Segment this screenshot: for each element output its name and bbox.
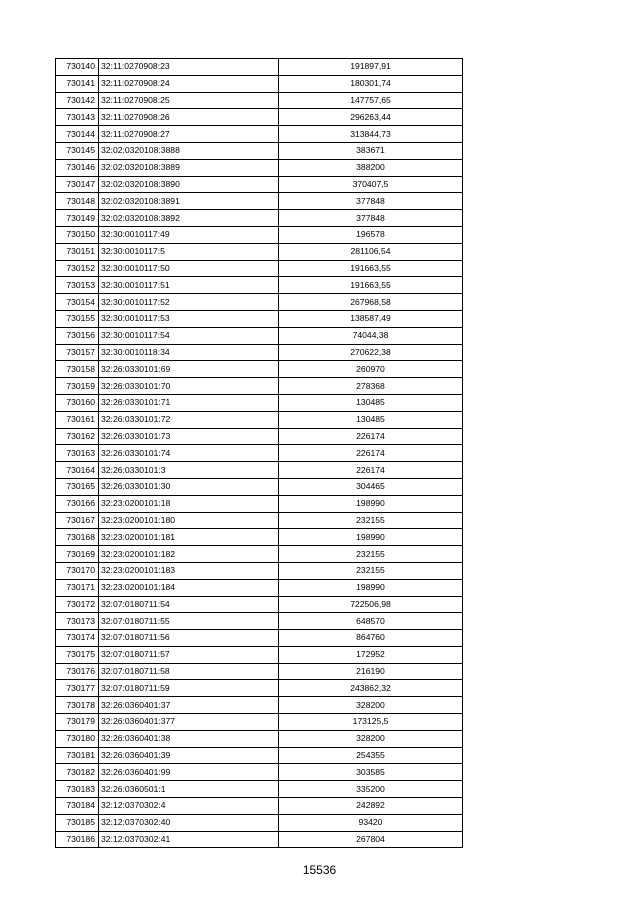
value-cell: 377848 bbox=[279, 210, 463, 227]
row-number-cell: 730175 bbox=[56, 646, 99, 663]
value-cell: 191663,55 bbox=[279, 260, 463, 277]
value-cell: 242892 bbox=[279, 798, 463, 815]
table-row bbox=[56, 613, 463, 630]
value-cell: 74044,38 bbox=[279, 327, 463, 344]
table-row bbox=[56, 310, 463, 327]
value-cell: 173125,5 bbox=[279, 714, 463, 731]
cadastral-number-cell: 32:23:0200101:180 bbox=[99, 512, 279, 529]
table-row bbox=[56, 361, 463, 378]
cadastral-number-cell: 32:23:0200101:184 bbox=[99, 579, 279, 596]
value-cell: 281106,54 bbox=[279, 243, 463, 260]
cadastral-number-cell: 32:26:0360401:38 bbox=[99, 730, 279, 747]
cadastral-number-cell: 32:26:0330101:74 bbox=[99, 445, 279, 462]
cadastral-number-cell: 32:26:0360401:377 bbox=[99, 714, 279, 731]
cadastral-number-cell: 32:12:0370302:40 bbox=[99, 814, 279, 831]
cadastral-number-cell: 32:26:0330101:69 bbox=[99, 361, 279, 378]
row-number-cell: 730172 bbox=[56, 596, 99, 613]
row-number-cell: 730144 bbox=[56, 126, 99, 143]
row-number-cell: 730166 bbox=[56, 495, 99, 512]
table-row bbox=[56, 663, 463, 680]
row-number-cell: 730163 bbox=[56, 445, 99, 462]
value-cell: 377848 bbox=[279, 193, 463, 210]
row-number-cell: 730146 bbox=[56, 159, 99, 176]
table-row bbox=[56, 226, 463, 243]
value-cell: 191663,55 bbox=[279, 277, 463, 294]
table-row bbox=[56, 294, 463, 311]
row-number-cell: 730171 bbox=[56, 579, 99, 596]
table-row bbox=[56, 193, 463, 210]
row-number-cell: 730141 bbox=[56, 75, 99, 92]
row-number-cell: 730176 bbox=[56, 663, 99, 680]
table-row bbox=[56, 714, 463, 731]
table-row bbox=[56, 680, 463, 697]
row-number-cell: 730154 bbox=[56, 294, 99, 311]
value-cell: 216190 bbox=[279, 663, 463, 680]
row-number-cell: 730140 bbox=[56, 59, 99, 76]
row-number-cell: 730151 bbox=[56, 243, 99, 260]
row-number-cell: 730183 bbox=[56, 781, 99, 798]
row-number-cell: 730168 bbox=[56, 529, 99, 546]
cadastral-number-cell: 32:11:0270908:24 bbox=[99, 75, 279, 92]
cadastral-number-cell: 32:02:0320108:3888 bbox=[99, 142, 279, 159]
row-number-cell: 730149 bbox=[56, 210, 99, 227]
table-row bbox=[56, 495, 463, 512]
value-cell: 370407,5 bbox=[279, 176, 463, 193]
table-row bbox=[56, 831, 463, 848]
table-row bbox=[56, 126, 463, 143]
row-number-cell: 730180 bbox=[56, 730, 99, 747]
cadastral-number-cell: 32:30:0010117:49 bbox=[99, 226, 279, 243]
value-cell: 232155 bbox=[279, 512, 463, 529]
row-number-cell: 730148 bbox=[56, 193, 99, 210]
value-cell: 296263,44 bbox=[279, 109, 463, 126]
row-number-cell: 730181 bbox=[56, 747, 99, 764]
value-cell: 383671 bbox=[279, 142, 463, 159]
value-cell: 303585 bbox=[279, 764, 463, 781]
table-row bbox=[56, 260, 463, 277]
value-cell: 226174 bbox=[279, 428, 463, 445]
cadastral-number-cell: 32:07:0180711:56 bbox=[99, 630, 279, 647]
value-cell: 267804 bbox=[279, 831, 463, 848]
cadastral-number-cell: 32:30:0010117:53 bbox=[99, 310, 279, 327]
row-number-cell: 730147 bbox=[56, 176, 99, 193]
value-cell: 304465 bbox=[279, 478, 463, 495]
table-row bbox=[56, 445, 463, 462]
table-row bbox=[56, 814, 463, 831]
row-number-cell: 730177 bbox=[56, 680, 99, 697]
table-row bbox=[56, 529, 463, 546]
value-cell: 278368 bbox=[279, 378, 463, 395]
table-body bbox=[56, 59, 463, 848]
table-row bbox=[56, 596, 463, 613]
cadastral-number-cell: 32:26:0360401:37 bbox=[99, 697, 279, 714]
value-cell: 226174 bbox=[279, 445, 463, 462]
value-cell: 722506,98 bbox=[279, 596, 463, 613]
row-number-cell: 730164 bbox=[56, 462, 99, 479]
value-cell: 198990 bbox=[279, 579, 463, 596]
row-number-cell: 730184 bbox=[56, 798, 99, 815]
value-cell: 313844,73 bbox=[279, 126, 463, 143]
cadastral-number-cell: 32:07:0180711:57 bbox=[99, 646, 279, 663]
table-row bbox=[56, 159, 463, 176]
cadastral-number-cell: 32:30:0010117:52 bbox=[99, 294, 279, 311]
row-number-cell: 730173 bbox=[56, 613, 99, 630]
cadastral-number-cell: 32:12:0370302:41 bbox=[99, 831, 279, 848]
cadastral-number-cell: 32:26:0330101:30 bbox=[99, 478, 279, 495]
row-number-cell: 730158 bbox=[56, 361, 99, 378]
cadastral-number-cell: 32:26:0330101:70 bbox=[99, 378, 279, 395]
cadastral-number-cell: 32:30:0010117:51 bbox=[99, 277, 279, 294]
cadastral-number-cell: 32:07:0180711:59 bbox=[99, 680, 279, 697]
cadastral-number-cell: 32:30:0010117:54 bbox=[99, 327, 279, 344]
table-row bbox=[56, 646, 463, 663]
row-number-cell: 730155 bbox=[56, 310, 99, 327]
table-row bbox=[56, 781, 463, 798]
table-row bbox=[56, 546, 463, 563]
cadastral-number-cell: 32:02:0320108:3889 bbox=[99, 159, 279, 176]
table-row bbox=[56, 411, 463, 428]
row-number-cell: 730150 bbox=[56, 226, 99, 243]
table-row bbox=[56, 579, 463, 596]
cadastral-value-table bbox=[55, 58, 463, 848]
value-cell: 243862,32 bbox=[279, 680, 463, 697]
cadastral-number-cell: 32:23:0200101:182 bbox=[99, 546, 279, 563]
cadastral-number-cell: 32:26:0360401:99 bbox=[99, 764, 279, 781]
table-row bbox=[56, 428, 463, 445]
table-row bbox=[56, 277, 463, 294]
table-row bbox=[56, 243, 463, 260]
table-row bbox=[56, 176, 463, 193]
cadastral-number-cell: 32:11:0270908:25 bbox=[99, 92, 279, 109]
value-cell: 232155 bbox=[279, 546, 463, 563]
value-cell: 191897,91 bbox=[279, 59, 463, 76]
row-number-cell: 730159 bbox=[56, 378, 99, 395]
table-row bbox=[56, 210, 463, 227]
table-row bbox=[56, 394, 463, 411]
row-number-cell: 730143 bbox=[56, 109, 99, 126]
table-row bbox=[56, 109, 463, 126]
table-row bbox=[56, 747, 463, 764]
table-row bbox=[56, 344, 463, 361]
value-cell: 270622,38 bbox=[279, 344, 463, 361]
row-number-cell: 730160 bbox=[56, 394, 99, 411]
table-row bbox=[56, 512, 463, 529]
table-row bbox=[56, 798, 463, 815]
page-number: 15536 bbox=[302, 863, 337, 877]
value-cell: 147757,65 bbox=[279, 92, 463, 109]
row-number-cell: 730142 bbox=[56, 92, 99, 109]
value-cell: 267968,58 bbox=[279, 294, 463, 311]
row-number-cell: 730185 bbox=[56, 814, 99, 831]
row-number-cell: 730162 bbox=[56, 428, 99, 445]
cadastral-number-cell: 32:02:0320108:3890 bbox=[99, 176, 279, 193]
value-cell: 196578 bbox=[279, 226, 463, 243]
cadastral-number-cell: 32:23:0200101:181 bbox=[99, 529, 279, 546]
table-row bbox=[56, 327, 463, 344]
cadastral-number-cell: 32:11:0270908:26 bbox=[99, 109, 279, 126]
value-cell: 328200 bbox=[279, 697, 463, 714]
row-number-cell: 730145 bbox=[56, 142, 99, 159]
value-cell: 130485 bbox=[279, 394, 463, 411]
value-cell: 138587,49 bbox=[279, 310, 463, 327]
cadastral-number-cell: 32:30:0010117:5 bbox=[99, 243, 279, 260]
row-number-cell: 730186 bbox=[56, 831, 99, 848]
row-number-cell: 730170 bbox=[56, 562, 99, 579]
value-cell: 198990 bbox=[279, 495, 463, 512]
cadastral-number-cell: 32:26:0330101:3 bbox=[99, 462, 279, 479]
table-row bbox=[56, 562, 463, 579]
cadastral-number-cell: 32:12:0370302:4 bbox=[99, 798, 279, 815]
cadastral-number-cell: 32:26:0360401:39 bbox=[99, 747, 279, 764]
cadastral-number-cell: 32:11:0270908:23 bbox=[99, 59, 279, 76]
value-cell: 864760 bbox=[279, 630, 463, 647]
table-row bbox=[56, 478, 463, 495]
row-number-cell: 730156 bbox=[56, 327, 99, 344]
value-cell: 93420 bbox=[279, 814, 463, 831]
table-row bbox=[56, 92, 463, 109]
row-number-cell: 730178 bbox=[56, 697, 99, 714]
cadastral-number-cell: 32:02:0320108:3891 bbox=[99, 193, 279, 210]
value-cell: 328200 bbox=[279, 730, 463, 747]
table-row bbox=[56, 630, 463, 647]
row-number-cell: 730179 bbox=[56, 714, 99, 731]
row-number-cell: 730152 bbox=[56, 260, 99, 277]
row-number-cell: 730169 bbox=[56, 546, 99, 563]
cadastral-number-cell: 32:07:0180711:55 bbox=[99, 613, 279, 630]
value-cell: 388200 bbox=[279, 159, 463, 176]
value-cell: 254355 bbox=[279, 747, 463, 764]
value-cell: 226174 bbox=[279, 462, 463, 479]
table-row bbox=[56, 764, 463, 781]
cadastral-number-cell: 32:26:0360501:1 bbox=[99, 781, 279, 798]
value-cell: 648570 bbox=[279, 613, 463, 630]
row-number-cell: 730165 bbox=[56, 478, 99, 495]
table-row bbox=[56, 730, 463, 747]
cadastral-number-cell: 32:30:0010117:50 bbox=[99, 260, 279, 277]
cadastral-number-cell: 32:30:0010118:34 bbox=[99, 344, 279, 361]
cadastral-number-cell: 32:26:0330101:73 bbox=[99, 428, 279, 445]
row-number-cell: 730167 bbox=[56, 512, 99, 529]
cadastral-number-cell: 32:02:0320108:3892 bbox=[99, 210, 279, 227]
value-cell: 335200 bbox=[279, 781, 463, 798]
cadastral-number-cell: 32:26:0330101:72 bbox=[99, 411, 279, 428]
table-row bbox=[56, 59, 463, 76]
cadastral-number-cell: 32:11:0270908:27 bbox=[99, 126, 279, 143]
row-number-cell: 730182 bbox=[56, 764, 99, 781]
value-cell: 198990 bbox=[279, 529, 463, 546]
table-row bbox=[56, 75, 463, 92]
cadastral-number-cell: 32:07:0180711:54 bbox=[99, 596, 279, 613]
value-cell: 180301,74 bbox=[279, 75, 463, 92]
table-row bbox=[56, 697, 463, 714]
table-row bbox=[56, 378, 463, 395]
table-row bbox=[56, 142, 463, 159]
table-row bbox=[56, 462, 463, 479]
row-number-cell: 730161 bbox=[56, 411, 99, 428]
cadastral-number-cell: 32:07:0180711:58 bbox=[99, 663, 279, 680]
row-number-cell: 730174 bbox=[56, 630, 99, 647]
cadastral-number-cell: 32:26:0330101:71 bbox=[99, 394, 279, 411]
row-number-cell: 730153 bbox=[56, 277, 99, 294]
value-cell: 130485 bbox=[279, 411, 463, 428]
cadastral-number-cell: 32:23:0200101:183 bbox=[99, 562, 279, 579]
cadastral-number-cell: 32:23:0200101:18 bbox=[99, 495, 279, 512]
value-cell: 260970 bbox=[279, 361, 463, 378]
row-number-cell: 730157 bbox=[56, 344, 99, 361]
value-cell: 232155 bbox=[279, 562, 463, 579]
value-cell: 172952 bbox=[279, 646, 463, 663]
